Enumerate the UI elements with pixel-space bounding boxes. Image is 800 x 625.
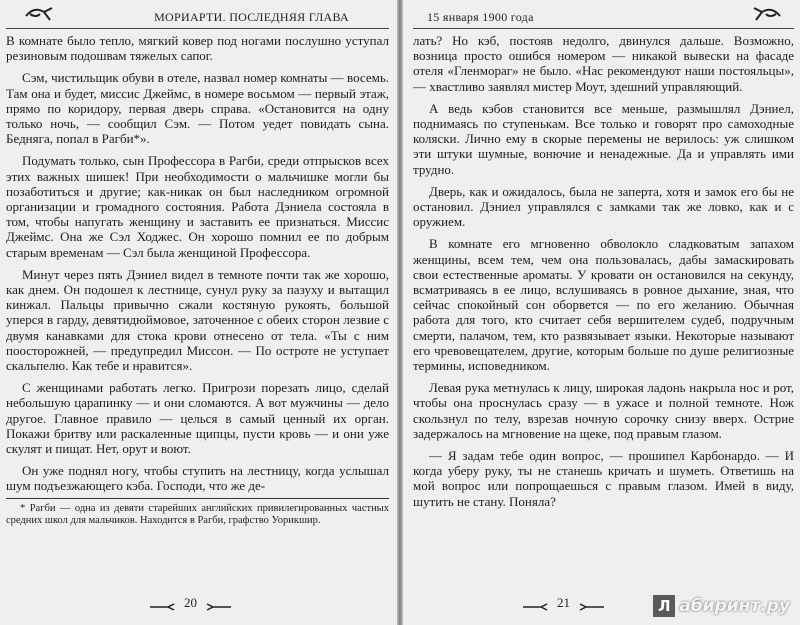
paragraph: — Я задам тебе один вопрос, — прошипел Карбонардо. — И когда уберу руку, ты не станешь кричать и шуметь. Ответишь на мой вопрос или попрощаешься с правым глазом. Имей в виду, шутить не стану. Поняла?	[413, 448, 794, 509]
ornament-icon	[24, 4, 54, 24]
left-folio	[150, 595, 231, 611]
ornament-icon	[752, 4, 782, 24]
right-folio	[523, 595, 604, 611]
paragraph: лать? Но кэб, постояв недолго, двинулся дальше. Возможно, возница просто ошибся номером — никакой вывески на фасаде отеля «Гленмораг» не было. «Нас рекомендуют наши постояльцы», — хвастливо заявлял мистер Моут, здешний управляющий.	[413, 33, 794, 94]
paragraph: Минут через пять Дэниел видел в темноте почти так же хорошо, как днем. Он подошел к лестнице, сунул руку за пазуху и вытащил кинжал. Пальцы привычно сжали костяную рукоять, большой уперся в гарду, девятидюймовое, заточенное с обеих сторон лезвие с двумя канавками для стока крови отнесено от тела. «Ты с ним поосторожней, — предупредил Миссон. — По остроте не уступает скальпелю. Как тебе и нравится».	[6, 266, 389, 374]
paragraph: А ведь кэбов становится все меньше, размышлял Дэниел, поднимаясь по ступенькам. Все только и говорят про самоходные коляски. Лично ему в скорые перемены не верилось: уж слишком эти штуки шумные, вонючие и ненадежные. Да и управлять ими трудно.	[413, 100, 794, 177]
left-running-header	[6, 0, 389, 29]
paragraph: В комнате его мгновенно обволокло сладковатым запахом женщины, всем тем, чем она пользовалась, дабы замаскировать свои естественные ароматы. У кровати он остановился на секунду, всматриваясь в ее лицо, вслушиваясь в ровное дыхание, зная, что сейчас спокойный сон оборвется — по его желанию. Обычная работа для того, кто считает себя вершителем судеб, подручным смерти, палачом, тем, кто развязывает языки. Некоторые называют его чревовещателем, другие, которым больше по душе религиозные термины, исповедником.	[413, 236, 794, 374]
running-title: 15 января 1900 года	[427, 10, 534, 24]
paragraph: Левая рука метнулась к лицу, широкая ладонь накрыла нос и рот, чтобы она проснулась сразу — в ужасе и полной темноте. Нож скользнул по телу, взрезав ночную сорочку снизу вверх. Острие задержалось на мгновение на щеке, под правым глазом.	[413, 380, 794, 441]
right-running-header	[413, 0, 794, 29]
folio-ornament-icon	[523, 599, 549, 607]
page-number: 20	[184, 595, 197, 610]
paragraph: В комнате было тепло, мягкий ковер под ногами послушно уступал резиновым подошвам тяжелых сапог.	[6, 33, 389, 64]
watermark-text: абиринт.ру	[679, 596, 790, 616]
labirint-watermark	[653, 595, 790, 617]
running-title: МОРИАРТИ. ПОСЛЕДНЯЯ ГЛАВА	[154, 10, 349, 24]
page-number: 21	[557, 595, 570, 610]
paragraph: Подумать только, сын Профессора в Рагби, среди отпрысков всех этих важных шишек! При необходимости о мальчишке могли бы позаботиться и другие; как-никак он был наследником огромной организации и громадного состояния. Работа Дэниела состояла в том, чтобы напугать женщину и заставить ее признаться. Миссис Джеймс. Она же Сэл Ходжес. Он хорошо помнил ее по добрым старым временам — Сэл была женщиной Профессора.	[6, 153, 389, 260]
folio-ornament-icon	[150, 599, 176, 607]
paragraph: Сэм, чистильщик обуви в отеле, назвал номер комнаты — восемь. Там она и будет, миссис Джеймс, в номере восьмом — первый этаж, прямо по коридору, первая дверь справа. «Остановится на одну только ночь, — сообщил Сэм. — Потом уедет повидать сына. Бедняга, попал в Рагби*».	[6, 70, 389, 147]
paragraph: Он уже поднял ногу, чтобы ступить на лестницу, когда услышал шум подъезжающего кэба. Господи, что же де-	[6, 463, 389, 494]
watermark-letter: Л	[653, 595, 675, 617]
footnote: * Рагби — одна из девяти старейших английских привилегированных частных средних школ для мальчиков. Находится в Рагби, графство Уорикшир.	[6, 498, 389, 528]
right-page	[403, 0, 800, 625]
left-page	[0, 0, 397, 625]
paragraph: Дверь, как и ожидалось, была не заперта, хотя и замок его бы не остановил. Дэниел управлялся с замками так же ловко, как и с оружием.	[413, 183, 794, 230]
right-body-text	[413, 33, 794, 509]
folio-ornament-icon	[205, 599, 231, 607]
paragraph: С женщинами работать легко. Пригрози порезать лицо, сделай небольшую царапинку — и они сломаются. А вот мужчины — дело другое. Главное правило — целься в самый ценный их орган. Покажи бритву или раскаленные щипцы, пусти кровь — и они уже скулят и пищат. Нет, орут и воют.	[6, 380, 389, 457]
folio-ornament-icon	[578, 599, 604, 607]
left-body-text	[6, 33, 389, 494]
